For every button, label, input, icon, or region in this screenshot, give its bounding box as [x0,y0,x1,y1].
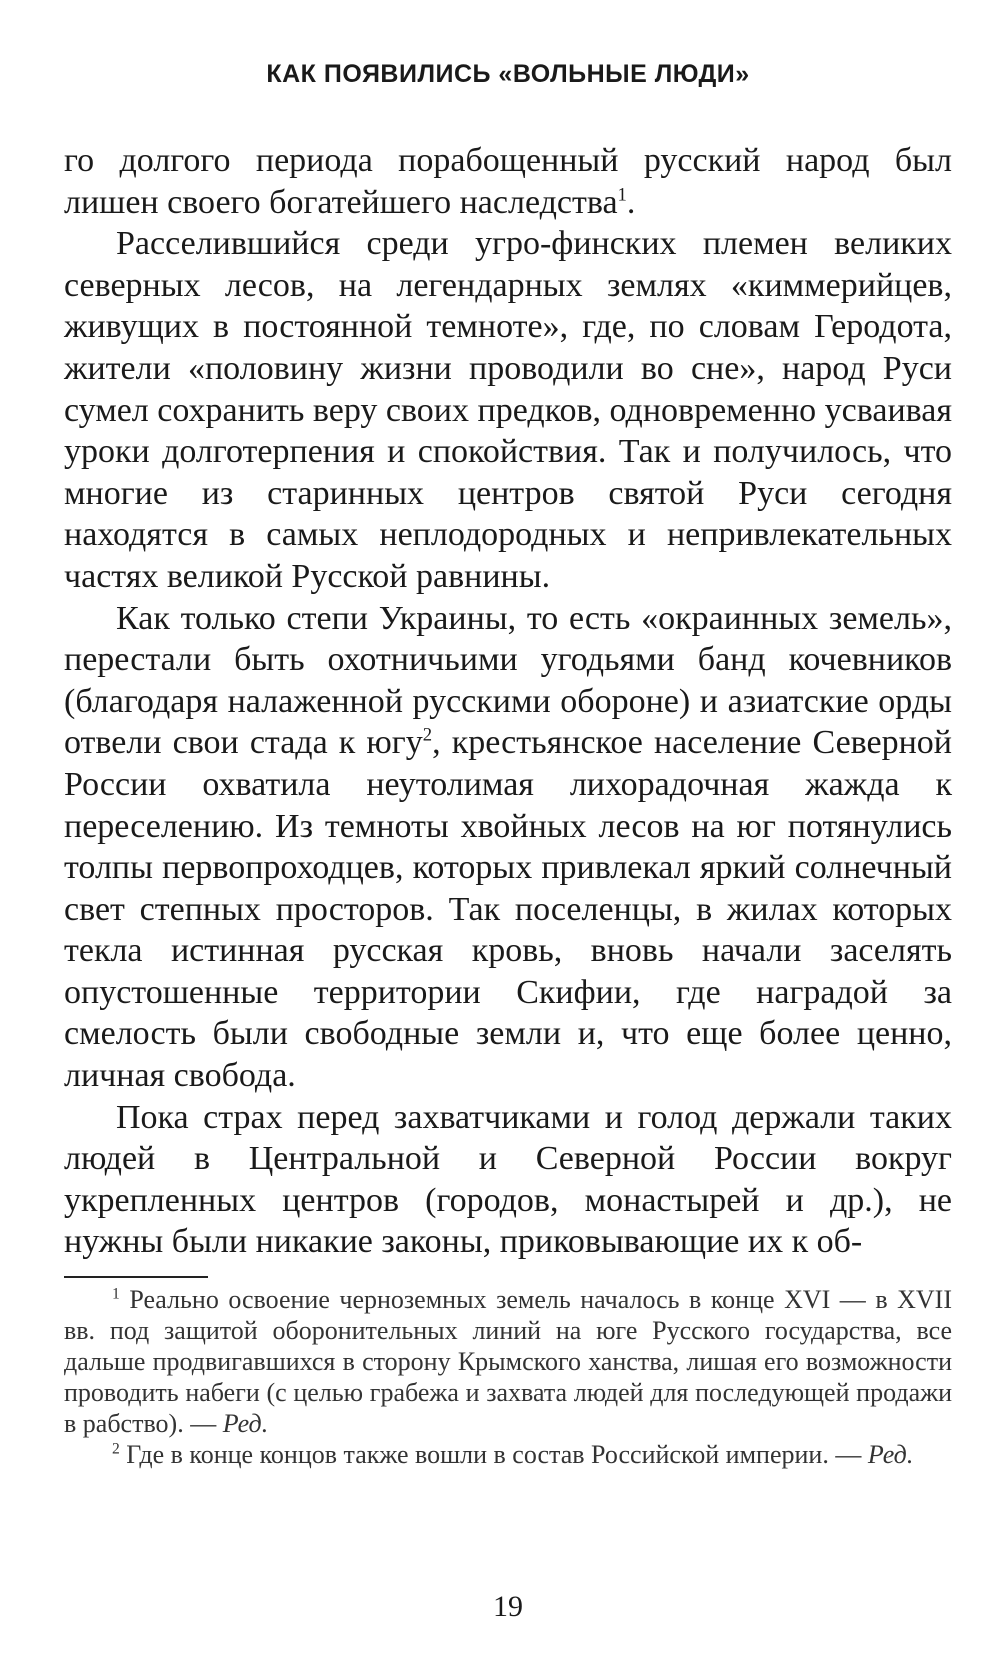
paragraph-3-text-before: Как только степи Украины, то есть «окраинных земель», перестали быть охотничьими угодьями банд кочевников (благодаря налаженной русскими обороне) и азиатские орды отвели свои стада к югу [64,599,952,762]
footnote-1-mark: 1 [112,1285,120,1303]
paragraph-4: Пока страх перед захватчиками и голод держали таких людей в Центральной и Северной России вокруг укрепленных центров (городов, монастырей и др.), не нужны были никакие законы, приковывающие их к об- [64,1098,952,1261]
paragraph-1 [64,140,952,223]
main-text [64,140,952,1263]
page-number: 19 [493,1590,523,1623]
footnote-2 [64,1439,952,1470]
paragraph-1-tail: . [626,183,636,221]
footnote-1-editor: Ред. [222,1409,269,1438]
paragraph-3-text-after: , крестьянское население Северной России охватила неутолимая лихорадочная жажда к переселению. Из темноты хвойных лесов на юг потянулись толпы первопроходцев, которых привлекал яркий солнечный свет степных просторов. Так поселенцы, в жилах которых текла истинная русская кровь, вновь начали заселять опустошенные территории Скифии, где наградой за смелость были свободные земли и, что еще более ценно, личная свобода. [64,724,952,1095]
running-head: КАК ПОЯВИЛИСЬ «ВОЛЬНЫЕ ЛЮДИ» [266,60,750,88]
footnote-2-editor: Ред. [867,1440,914,1469]
footnotes [64,1284,952,1470]
paragraph-2: Расселившийся среди угро-финских племен великих северных лесов, на легендарных землях «киммерийцев, живущих в постоянной темноте», где, по словам Геродота, жители «половину жизни проводили во сне», народ Руси сумел сохранить веру своих предков, одновременно усваивая уроки долготерпения и спокойствия. Так и получилось, что многие из старинных центров святой Руси сегодня находятся в самых неплодородных и непривлекательных частях великой Русской равнины. [64,225,952,595]
footnote-ref-2: 2 [422,724,433,746]
footnote-2-text: Где в конце концов также вошли в состав Российской империи. — [126,1440,868,1469]
footnote-1 [64,1284,952,1439]
paragraph-3 [64,598,952,1097]
footnote-2-mark: 2 [112,1440,120,1458]
footnote-1-text: Реально освоение черноземных земель началось в конце XVI — в XVII вв. под защитой оборонительных линий на юге Русского государства, все дальше продвигавшихся в сторону Крымского ханства, лишая его возможности проводить набеги (с целью грабежа и захвата людей для последующей продажи в рабство). — [64,1285,953,1438]
footnote-ref-1: 1 [617,184,627,206]
paragraph-1-text: го долгого периода порабощенный русский народ был лишен своего богатейшего наследства [64,142,952,221]
footnote-separator [64,1276,208,1278]
book-page [64,0,952,1679]
